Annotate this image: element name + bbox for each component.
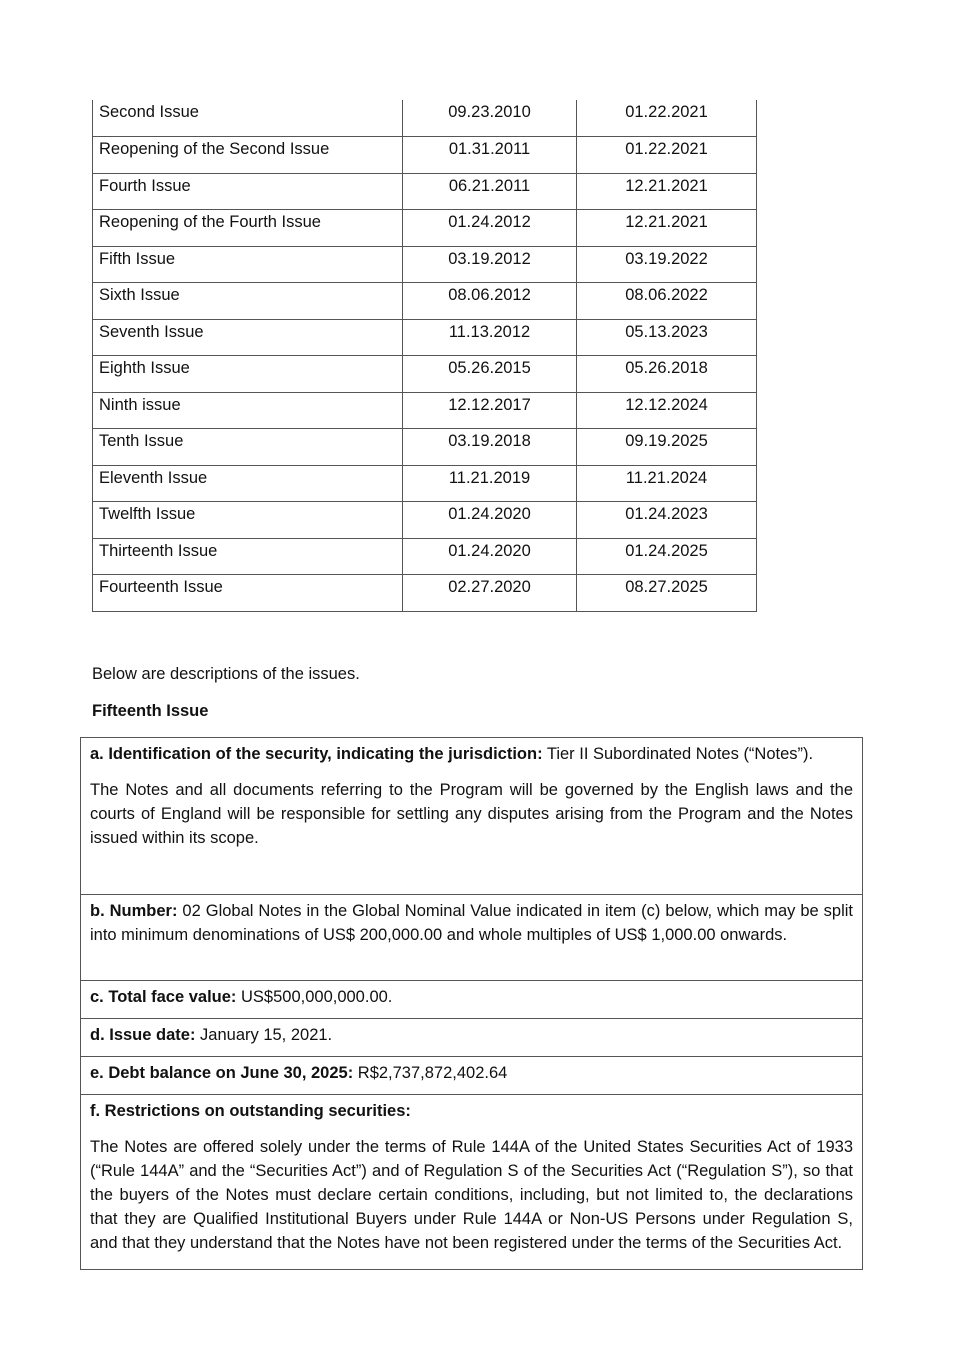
- item-c-paragraph: [90, 985, 853, 1009]
- item-a-label: a. Identification of the security, indicating the jurisdiction:: [90, 745, 543, 763]
- maturity-date: 12.12.2024: [577, 392, 757, 429]
- maturity-date: 03.19.2022: [577, 246, 757, 283]
- item-a-paragraph-2: The Notes and all documents referring to the Program will be governed by the English laws and the courts of England will be responsible for settling any disputes arising from the Program and the Notes issued within its scope.: [90, 781, 853, 847]
- issue-date: 01.31.2011: [403, 137, 577, 174]
- issue-name: Fourteenth Issue: [93, 575, 403, 612]
- item-b-paragraph: [90, 899, 853, 947]
- issue-description-box: [80, 737, 863, 1270]
- item-a-value: Tier II Subordinated Notes (“Notes”).: [542, 745, 814, 763]
- maturity-date: 05.26.2018: [577, 356, 757, 393]
- item-e-paragraph: [90, 1061, 853, 1085]
- description-item-f: [81, 1094, 862, 1269]
- item-f-label: f. Restrictions on outstanding securities:: [90, 1102, 411, 1120]
- table-row: [93, 246, 757, 283]
- table-row: [93, 173, 757, 210]
- issue-name: Twelfth Issue: [93, 502, 403, 539]
- issue-name: Ninth issue: [93, 392, 403, 429]
- item-b-value: 02 Global Notes in the Global Nominal Value indicated in item (c) below, which may be split into minimum denominations of US$ 200,000.00 and whole multiples of US$ 1,000.00 onwards.: [90, 902, 853, 944]
- table-row: [93, 538, 757, 575]
- maturity-date: 09.19.2025: [577, 429, 757, 466]
- table-row: [93, 356, 757, 393]
- maturity-date: 05.13.2023: [577, 319, 757, 356]
- issue-date: 02.27.2020: [403, 575, 577, 612]
- item-d-label: d. Issue date:: [90, 1026, 196, 1044]
- issue-name: Reopening of the Fourth Issue: [93, 210, 403, 247]
- item-f-paragraph-2: The Notes are offered solely under the terms of Rule 144A of the United States Securities Act of 1933 (“Rule 144A” and the “Securities Act”) and of Regulation S of the Securities Act (“Regulation S”), so that the buyers of the Notes must declare certain conditions, including, but not limited to, the declarations that they are Qualified Institutional Buyers under Rule 144A or Non-US Persons under Regulation S, and that they understand that the Notes have not been registered under the terms of the Securities Act.: [90, 1138, 853, 1252]
- table-row: [93, 392, 757, 429]
- maturity-date: 11.21.2024: [577, 465, 757, 502]
- maturity-date: 01.24.2025: [577, 538, 757, 575]
- issue-name: Fourth Issue: [93, 173, 403, 210]
- table-row: [93, 137, 757, 174]
- table-row: [93, 319, 757, 356]
- item-c-value: US$500,000,000.00.: [236, 988, 393, 1006]
- issue-name: Eighth Issue: [93, 356, 403, 393]
- table-row: [93, 283, 757, 320]
- maturity-date: 12.21.2021: [577, 173, 757, 210]
- table-row: [93, 210, 757, 247]
- issues-table: [92, 100, 757, 612]
- issue-name: Sixth Issue: [93, 283, 403, 320]
- issue-date: 12.12.2017: [403, 392, 577, 429]
- item-e-label: e. Debt balance on June 30, 2025:: [90, 1064, 354, 1082]
- issue-name: Tenth Issue: [93, 429, 403, 466]
- issue-name: Thirteenth Issue: [93, 538, 403, 575]
- issue-name: Reopening of the Second Issue: [93, 137, 403, 174]
- item-b-label: b. Number:: [90, 902, 178, 920]
- table-row: [93, 429, 757, 466]
- issue-date: 11.21.2019: [403, 465, 577, 502]
- issue-name: Fifth Issue: [93, 246, 403, 283]
- table-row: [93, 502, 757, 539]
- issue-date: 03.19.2012: [403, 246, 577, 283]
- issue-date: 01.24.2012: [403, 210, 577, 247]
- issue-date: 03.19.2018: [403, 429, 577, 466]
- issue-date: 11.13.2012: [403, 319, 577, 356]
- description-item-c: [81, 980, 862, 1018]
- issue-date: 09.23.2010: [403, 100, 577, 137]
- issue-date: 01.24.2020: [403, 538, 577, 575]
- maturity-date: 01.22.2021: [577, 137, 757, 174]
- description-item-d: [81, 1018, 862, 1056]
- item-a-paragraph: [90, 742, 853, 766]
- table-row: [93, 100, 757, 137]
- issue-name: Seventh Issue: [93, 319, 403, 356]
- item-d-value: January 15, 2021.: [195, 1026, 333, 1044]
- maturity-date: 01.24.2023: [577, 502, 757, 539]
- issue-date: 01.24.2020: [403, 502, 577, 539]
- issue-date: 08.06.2012: [403, 283, 577, 320]
- item-e-value: R$2,737,872,402.64: [353, 1064, 508, 1082]
- maturity-date: 08.06.2022: [577, 283, 757, 320]
- issue-date: 05.26.2015: [403, 356, 577, 393]
- maturity-date: 12.21.2021: [577, 210, 757, 247]
- table-row: [93, 465, 757, 502]
- section-title: Fifteenth Issue: [92, 702, 209, 720]
- table-row: [93, 575, 757, 612]
- description-item-a: [81, 738, 862, 894]
- description-item-b: [81, 894, 862, 980]
- item-f-paragraph: [90, 1099, 853, 1123]
- issue-name: Second Issue: [93, 100, 403, 137]
- maturity-date: 08.27.2025: [577, 575, 757, 612]
- intro-text: Below are descriptions of the issues.: [92, 665, 360, 683]
- issue-date: 06.21.2011: [403, 173, 577, 210]
- item-c-label: c. Total face value:: [90, 988, 237, 1006]
- description-item-e: [81, 1056, 862, 1094]
- item-d-paragraph: [90, 1023, 853, 1047]
- issue-name: Eleventh Issue: [93, 465, 403, 502]
- maturity-date: 01.22.2021: [577, 100, 757, 137]
